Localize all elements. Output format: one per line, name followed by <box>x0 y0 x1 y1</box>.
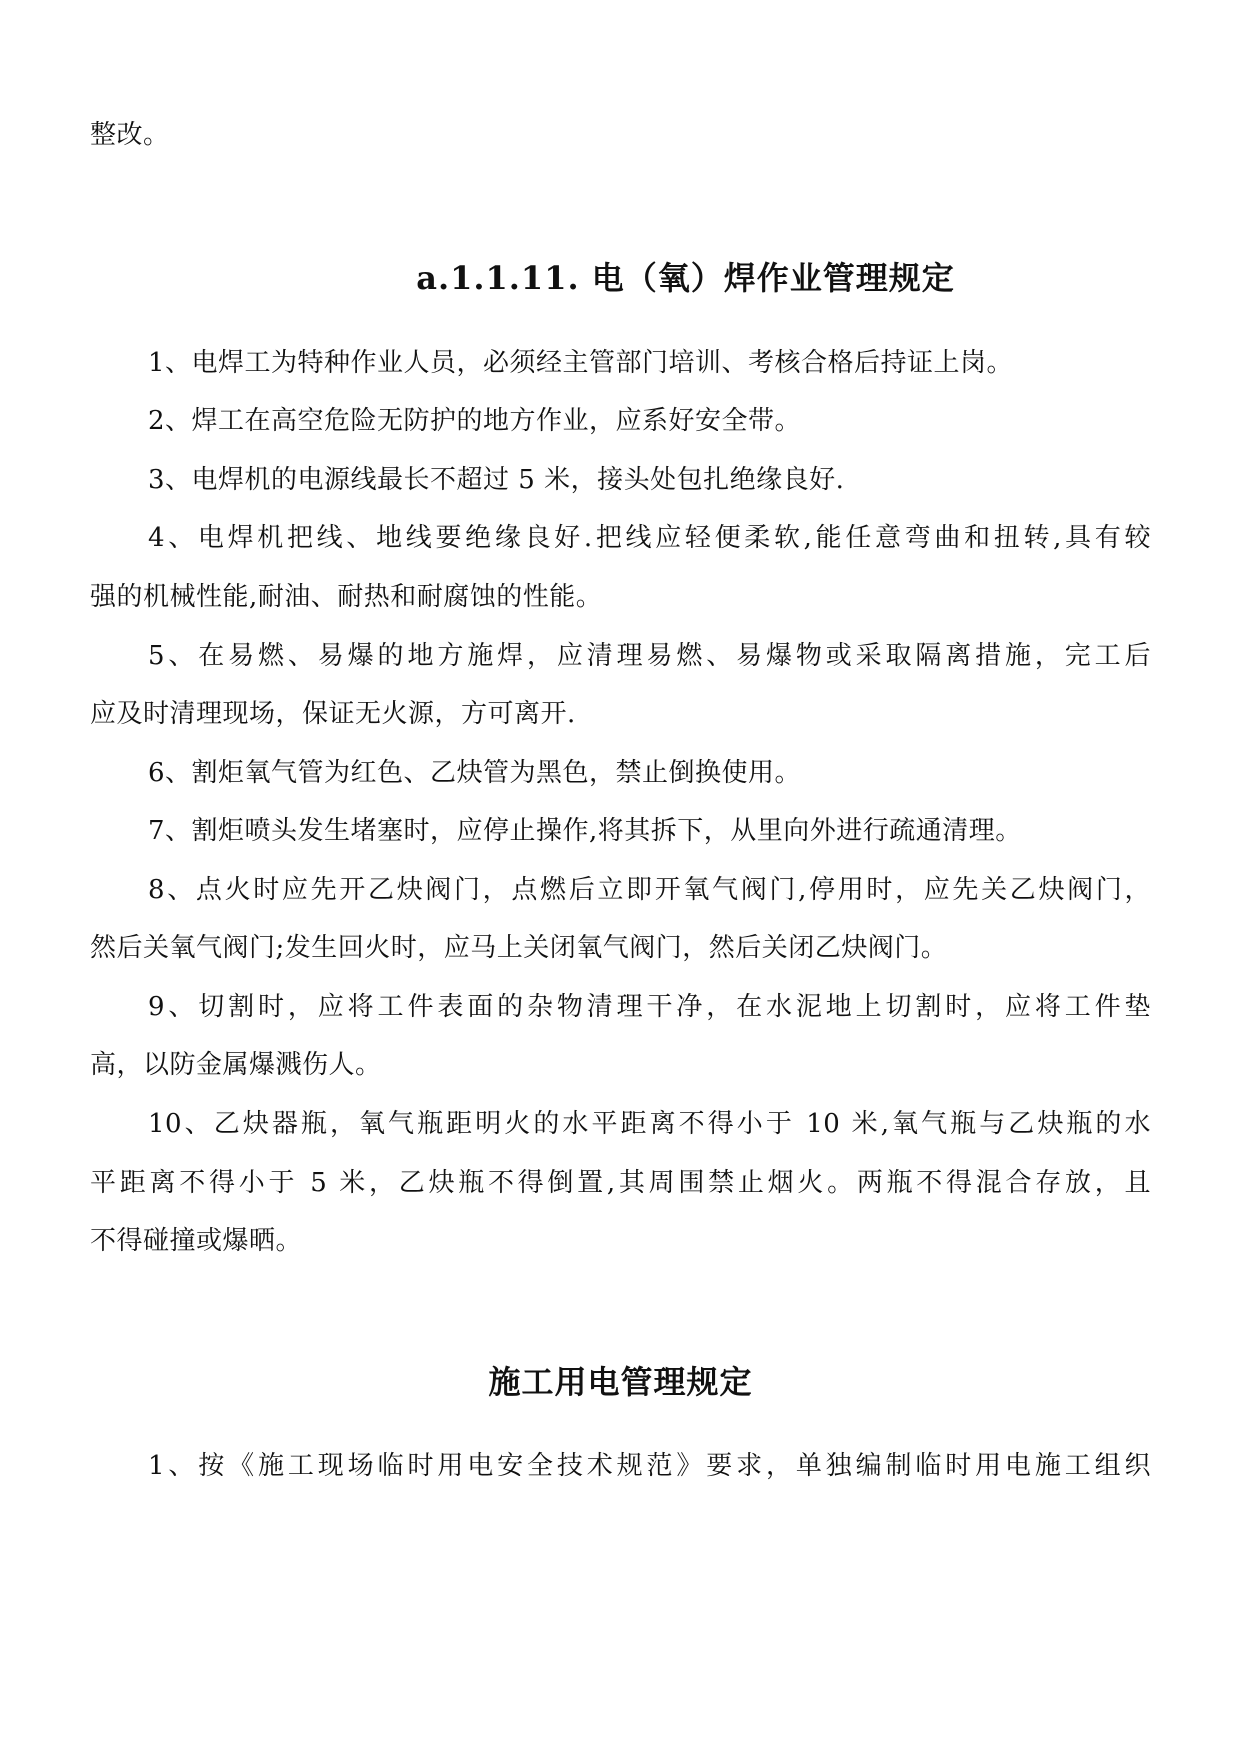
rule-item-3-line-1: 3、电焊机的电源线最长不超过 5 米，接头处包扎绝缘良好. <box>148 465 845 495</box>
section-heading-electricity: 施工用电管理规定 <box>488 1363 753 1401</box>
rule-item-9-line-2: 高，以防金属爆溅伤人。 <box>90 1050 382 1080</box>
electricity-item-1-line-1: 1、按《施工现场临时用电安全技术规范》要求，单独编制临时用电施工组织 <box>148 1451 1151 1481</box>
rule-item-9-line-1: 9、切割时，应将工件表面的杂物清理干净，在水泥地上切割时，应将工件垫 <box>148 992 1151 1022</box>
rule-item-10-line-2: 平距离不得小于 5 米，乙炔瓶不得倒置,其周围禁止烟火。两瓶不得混合存放，且 <box>90 1168 1151 1198</box>
rule-item-1-line-1: 1、电焊工为特种作业人员，必须经主管部门培训、考核合格后持证上岗。 <box>148 348 1014 378</box>
section-heading-welding: a.1.1.11. 电（氧）焊作业管理规定 <box>416 259 955 297</box>
rule-item-8-line-1: 8、点火时应先开乙炔阀门，点燃后立即开氧气阀门,停用时，应先关乙炔阀门， <box>148 875 1151 905</box>
rule-item-8-line-2: 然后关氧气阀门;发生回火时，应马上关闭氧气阀门，然后关闭乙炔阀门。 <box>90 933 948 963</box>
rule-item-2-line-1: 2、焊工在高空危险无防护的地方作业，应系好安全带。 <box>148 406 802 436</box>
rule-item-5-line-1: 5、在易燃、易爆的地方施焊，应清理易燃、易爆物或采取隔离措施，完工后 <box>148 641 1151 671</box>
rule-item-4-line-1: 4、电焊机把线、地线要绝缘良好.把线应轻便柔软,能任意弯曲和扭转,具有较 <box>148 523 1151 553</box>
rule-item-10-line-3: 不得碰撞或爆晒。 <box>90 1226 303 1256</box>
rule-item-5-line-2: 应及时清理现场，保证无火源，方可离开. <box>90 699 576 729</box>
rule-item-6-line-1: 6、割炬氧气管为红色、乙炔管为黑色，禁止倒换使用。 <box>148 758 802 788</box>
rule-item-10-line-1: 10、乙炔器瓶，氧气瓶距明火的水平距离不得小于 10 米,氧气瓶与乙炔瓶的水 <box>148 1109 1151 1139</box>
rule-item-4-line-2: 强的机械性能,耐油、耐热和耐腐蚀的性能。 <box>90 582 603 612</box>
continuation-text: 整改。 <box>90 120 170 150</box>
rule-item-7-line-1: 7、割炬喷头发生堵塞时，应停止操作,将其拆下，从里向外进行疏通清理。 <box>148 816 1022 846</box>
